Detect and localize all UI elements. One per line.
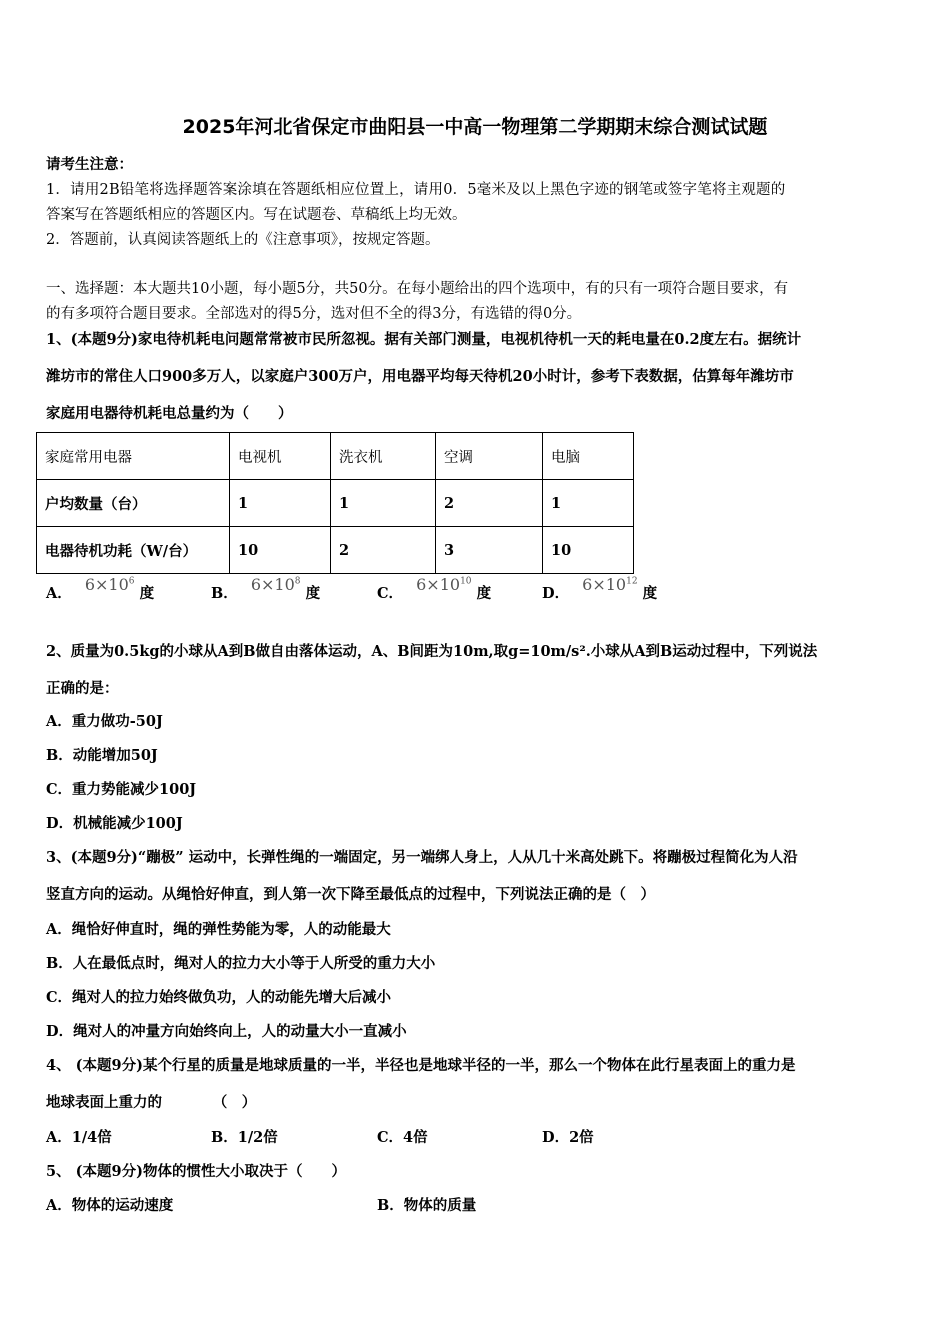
q5-option-b: B．物体的质量: [377, 1197, 477, 1214]
q4-option-b: B．1/2倍: [211, 1129, 278, 1146]
option-unit: 度: [476, 585, 492, 602]
q4-option-c: C．4倍: [377, 1129, 428, 1146]
q1-option-a: [46, 575, 155, 603]
option-unit: 度: [305, 585, 321, 602]
table-cell: 2: [331, 527, 436, 574]
section-instructions-line-2: 的有多项符合题目要求。全部选对的得5分，选对但不全的得3分，有选错的得0分。: [46, 306, 582, 322]
notice-heading: 请考生注意：: [46, 156, 133, 173]
table-cell: 1: [230, 480, 331, 527]
table-header-cell: 洗衣机: [331, 433, 436, 480]
q5-stem: 5、 (本题9分)物体的惯性大小取决于（ ）: [46, 1163, 346, 1180]
table-row: [37, 480, 634, 527]
q2-option-a: A．重力做功-50J: [46, 713, 163, 730]
table-cell: 户均数量（台）: [37, 480, 230, 527]
q1-option-d: [542, 575, 658, 603]
appliance-standby-table: [36, 432, 634, 574]
option-formula: $6\times 10^6$: [84, 575, 135, 594]
table-row: [37, 527, 634, 574]
table-header-cell: 电视机: [230, 433, 331, 480]
q4-option-d: D．2倍: [542, 1129, 594, 1146]
q4-stem-line-2: 地球表面上重力的 （ ）: [46, 1094, 257, 1111]
table-header-cell: 空调: [436, 433, 543, 480]
option-formula: $6\times 10^{12}$: [582, 575, 638, 594]
option-formula: $6\times 10^{10}$: [416, 575, 472, 594]
q2-option-b: B．动能增加50J: [46, 747, 158, 764]
table-cell: 1: [543, 480, 634, 527]
table-cell: 10: [543, 527, 634, 574]
table-cell: 2: [436, 480, 543, 527]
q4-stem-line-1: 4、 (本题9分)某个行星的质量是地球质量的一半，半径也是地球半径的一半，那么一个物体在此行星表面上的重力是: [46, 1057, 796, 1074]
option-formula: $6\times 10^8$: [250, 575, 301, 594]
option-label: D．: [542, 585, 570, 602]
q2-option-c: C．重力势能减少100J: [46, 781, 197, 798]
q1-stem-line-2: 潍坊市的常住人口900多万人，以家庭户300万户，用电器平均每天待机20小时计，参考下表数据，估算每年潍坊市: [46, 368, 794, 385]
option-label: B．: [211, 585, 238, 602]
q4-option-a: A．1/4倍: [46, 1129, 112, 1146]
q1-option-c: [377, 575, 492, 603]
q5-option-a: A．物体的运动速度: [46, 1197, 174, 1214]
q3-option-c: C．绳对人的拉力始终做负功，人的动能先增大后减小: [46, 989, 392, 1006]
q2-stem-line-1: 2、质量为0.5kg的小球从A到B做自由落体运动，A、B间距为10m,取g=10m/s².小球从A到B运动过程中，下列说法: [46, 643, 818, 660]
q3-stem-line-2: 竖直方向的运动。从绳恰好伸直，到人第一次下降至最低点的过程中，下列说法正确的是（ ）: [46, 886, 655, 903]
q2-stem-line-2: 正确的是：: [46, 680, 119, 697]
q1-stem-line-1: 1、(本题9分)家电待机耗电问题常常被市民所忽视。据有关部门测量，电视机待机一天的耗电量在0.2度左右。据统计: [46, 331, 802, 348]
option-label: C．: [377, 585, 404, 602]
table-cell: 电器待机功耗（W/台）: [37, 527, 230, 574]
table-header-row: [37, 433, 634, 480]
table-cell: 10: [230, 527, 331, 574]
q2-option-d: D．机械能减少100J: [46, 815, 183, 832]
q3-option-d: D．绳对人的冲量方向始终向上，人的动量大小一直减小: [46, 1023, 407, 1040]
table-cell: 1: [331, 480, 436, 527]
notice-item-2: 2．答题前，认真阅读答题纸上的《注意事项》，按规定答题。: [46, 232, 440, 248]
q1-stem-line-3: 家庭用电器待机耗电总量约为（ ）: [46, 405, 293, 422]
q3-stem-line-1: 3、(本题9分)“蹦极” 运动中，长弹性绳的一端固定，另一端绑人身上，人从几十米高处跳下。将蹦极过程简化为人沿: [46, 849, 798, 866]
q3-option-b: B．人在最低点时，绳对人的拉力大小等于人所受的重力大小: [46, 955, 436, 972]
table-header-cell: 电脑: [543, 433, 634, 480]
option-label: A．: [46, 585, 72, 602]
q1-option-b: [211, 575, 321, 603]
section-instructions-line-1: 一、选择题：本大题共10小题，每小题5分，共50分。在每小题给出的四个选项中，有的只有一项符合题目要求，有: [46, 281, 789, 297]
table-header-cell: 家庭常用电器: [37, 433, 230, 480]
page-title: 2025年河北省保定市曲阳县一中高一物理第二学期期末综合测试试题: [182, 116, 768, 138]
option-unit: 度: [139, 585, 155, 602]
option-unit: 度: [642, 585, 658, 602]
notice-item-1-line-1: 1．请用2B铅笔将选择题答案涂填在答题纸相应位置上，请用0．5毫米及以上黑色字迹的钢笔或签字笔将主观题的: [46, 182, 786, 198]
q3-option-a: A．绳恰好伸直时，绳的弹性势能为零，人的动能最大: [46, 921, 391, 938]
table-cell: 3: [436, 527, 543, 574]
notice-item-1-line-2: 答案写在答题纸相应的答题区内。写在试题卷、草稿纸上均无效。: [46, 207, 467, 223]
